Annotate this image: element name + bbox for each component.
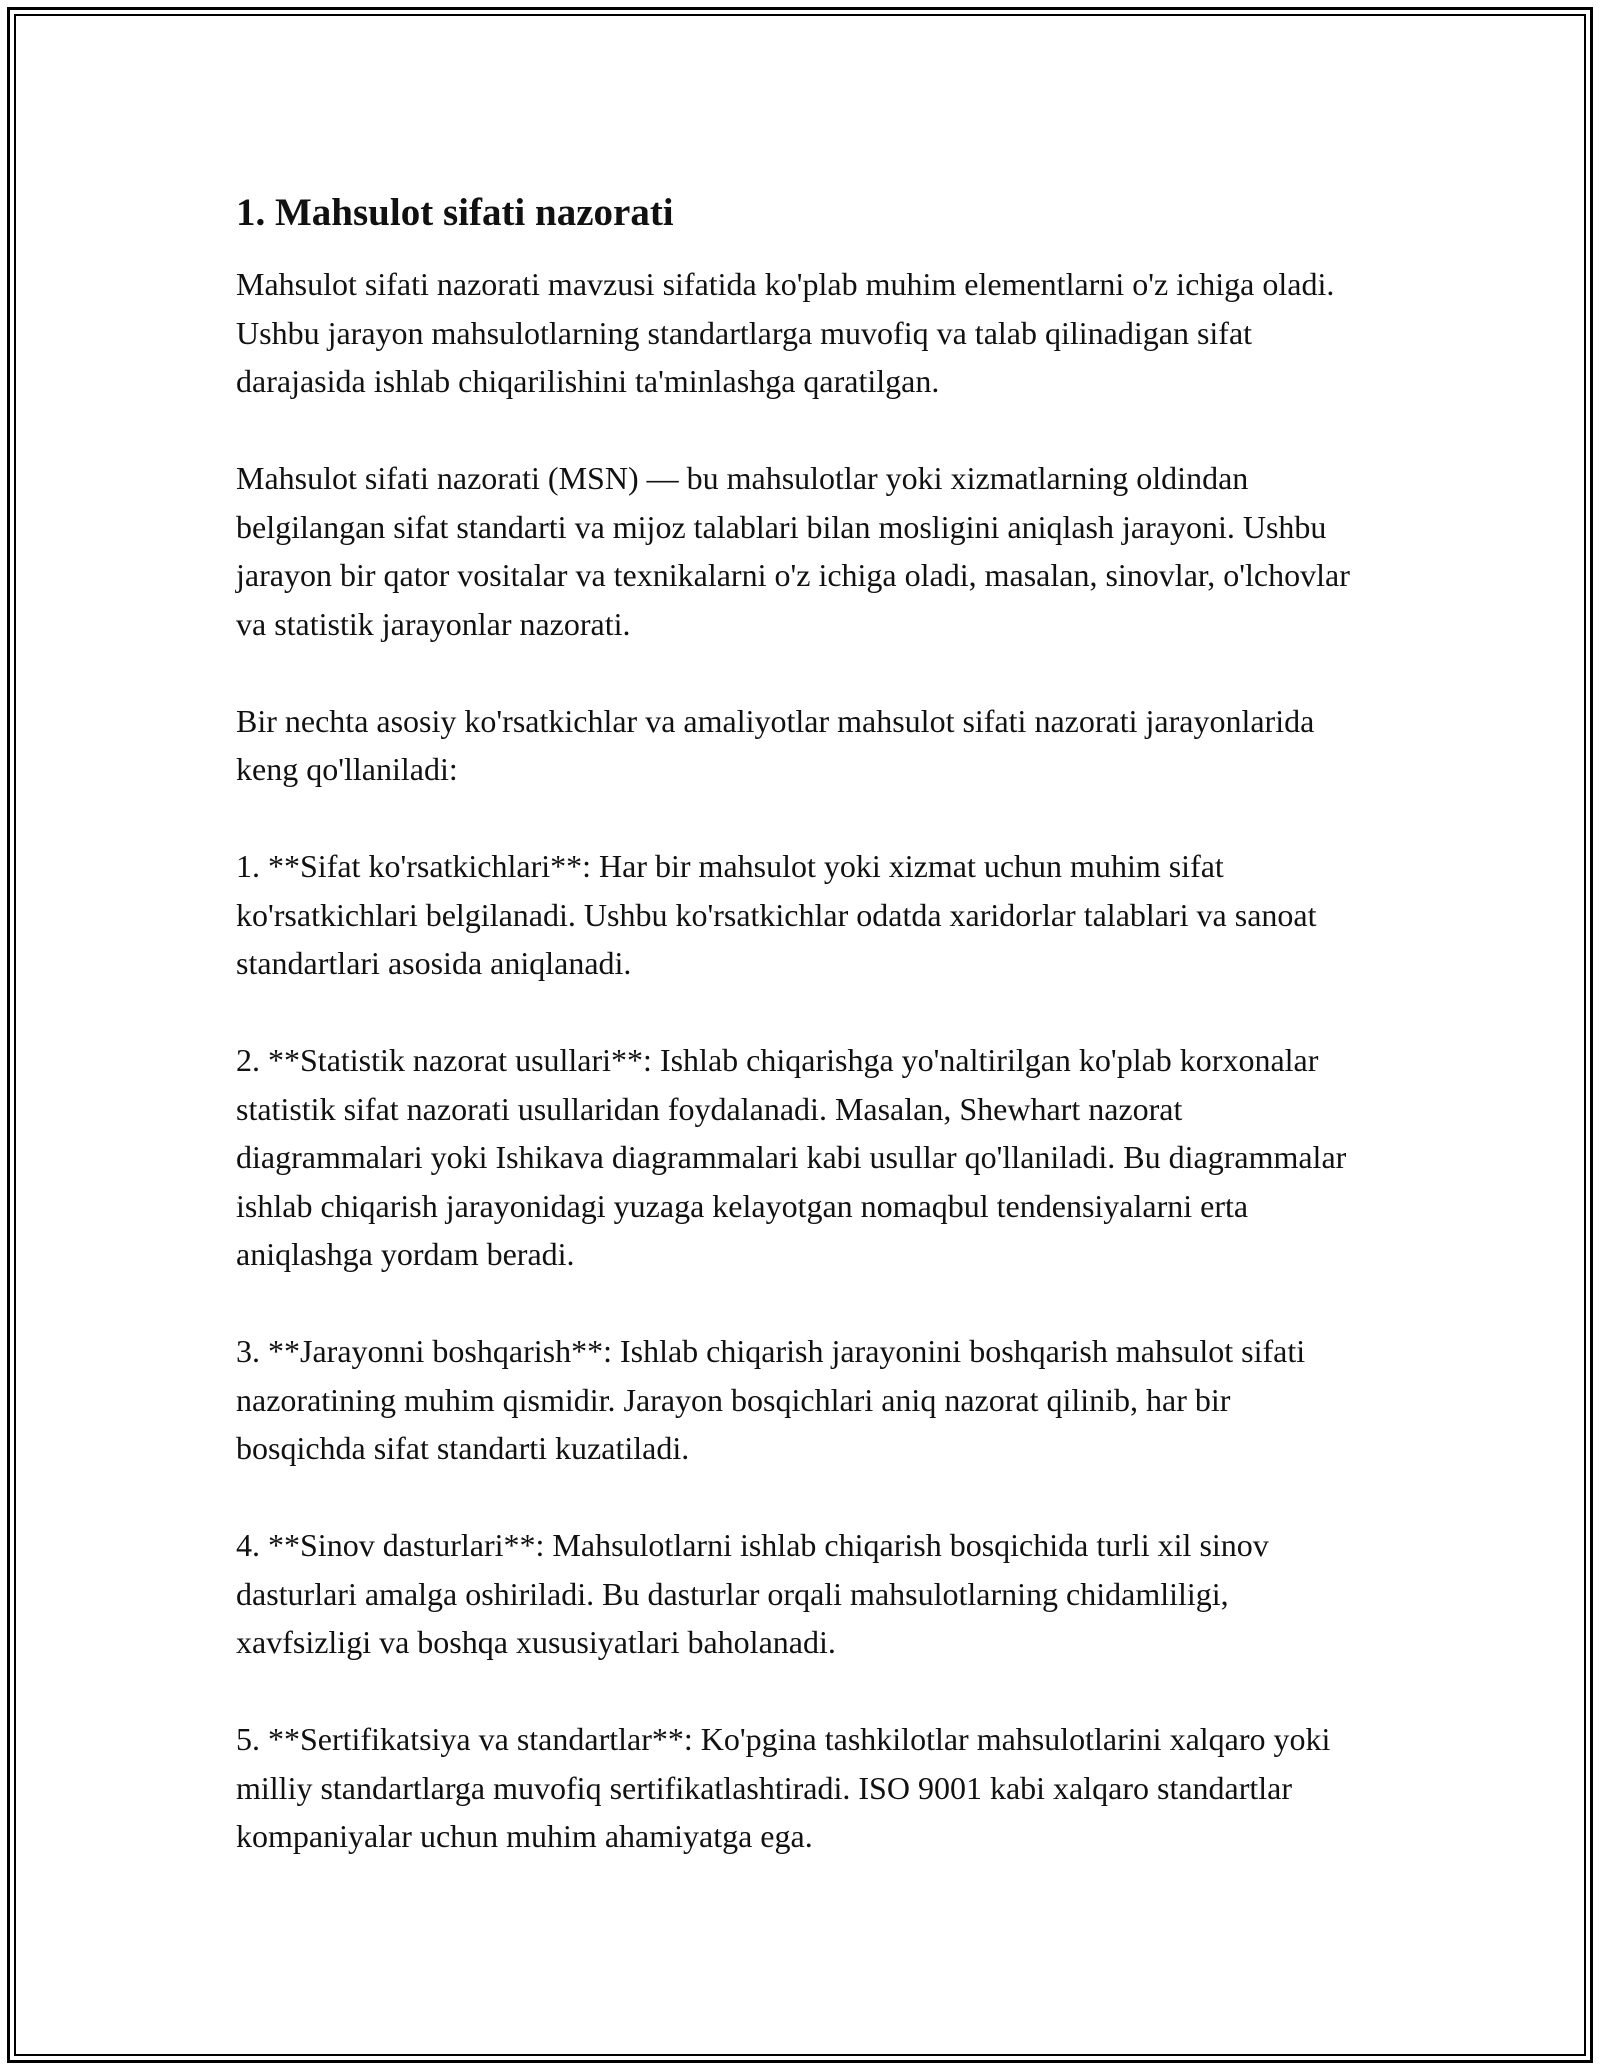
list-item-quality-indicators: 1. **Sifat ko'rsatkichlari**: Har bir mahsulot yoki xizmat uchun muhim sifat ko'rsatkichlari belgilanadi. Ushbu ko'rsatkichlar odatda xaridorlar talablari va sanoat standartlari asosida aniqlanadi. [236,848,1317,981]
paragraph-definition: Mahsulot sifati nazorati (MSN) — bu mahsulotlar yoki xizmatlarning oldindan belgilangan sifat standarti va mijoz talablari bilan mosligini aniqlash jarayoni. Ushbu jarayon bir qator vositalar va texnikalarni o'z ichiga oladi, masalan, sinovlar, o'lchovlar va statistik jarayonlar nazorati. [236,460,1350,642]
list-item-testing-programs: 4. **Sinov dasturlari**: Mahsulotlarni ishlab chiqarish bosqichida turli xil sinov dasturlari amalga oshiriladi. Bu dasturlar orqali mahsulotlarning chidamliligi, xavfsizligi va boshqa xususiyatlari baholanadi. [236,1527,1269,1660]
paragraph-list-intro: Bir nechta asosiy ko'rsatkichlar va amaliyotlar mahsulot sifati nazorati jarayonlarida keng qo'llaniladi: [236,702,1315,787]
paragraph-intro: Mahsulot sifati nazorati mavzusi sifatida ko'plab muhim elementlarni o'z ichiga oladi. Ushbu jarayon mahsulotlarning standartlarga muvofiq va talab qilinadigan sifat darajasida ishlab chiqarilishini ta'minlashga qaratilgan. [236,266,1335,399]
list-item-statistical-control: 2. **Statistik nazorat usullari**: Ishlab chiqarishga yo'naltirilgan ko'plab korxonalar statistik sifat nazorati usullaridan foydalanadi. Masalan, Shewhart nazorat diagrammalari yoki Ishikava diagrammalari kabi usullar qo'llaniladi. Bu diagrammalar ishlab chiqarish jarayonidagi yuzaga kelayotgan nomaqbul tendensiyalarni erta aniqlashga yordam beradi. [236,1042,1347,1272]
document-title: 1. Mahsulot sifati nazorati [236,191,674,234]
list-item-process-management: 3. **Jarayonni boshqarish**: Ishlab chiqarish jarayonini boshqarish mahsulot sifati nazoratining muhim qismidir. Jarayon bosqichlari aniq nazorat qilinib, har bir bosqichda sifat standarti kuzatiladi. [236,1333,1306,1466]
list-item-certification: 5. **Sertifikatsiya va standartlar**: Ko'pgina tashkilotlar mahsulotlarini xalqaro yoki milliy standartlarga muvofiq sertifikatlashtiradi. ISO 9001 kabi xalqaro standartlar kompaniyalar uchun muhim ahamiyatga ega. [236,1721,1331,1854]
document-body [236,184,1366,1909]
